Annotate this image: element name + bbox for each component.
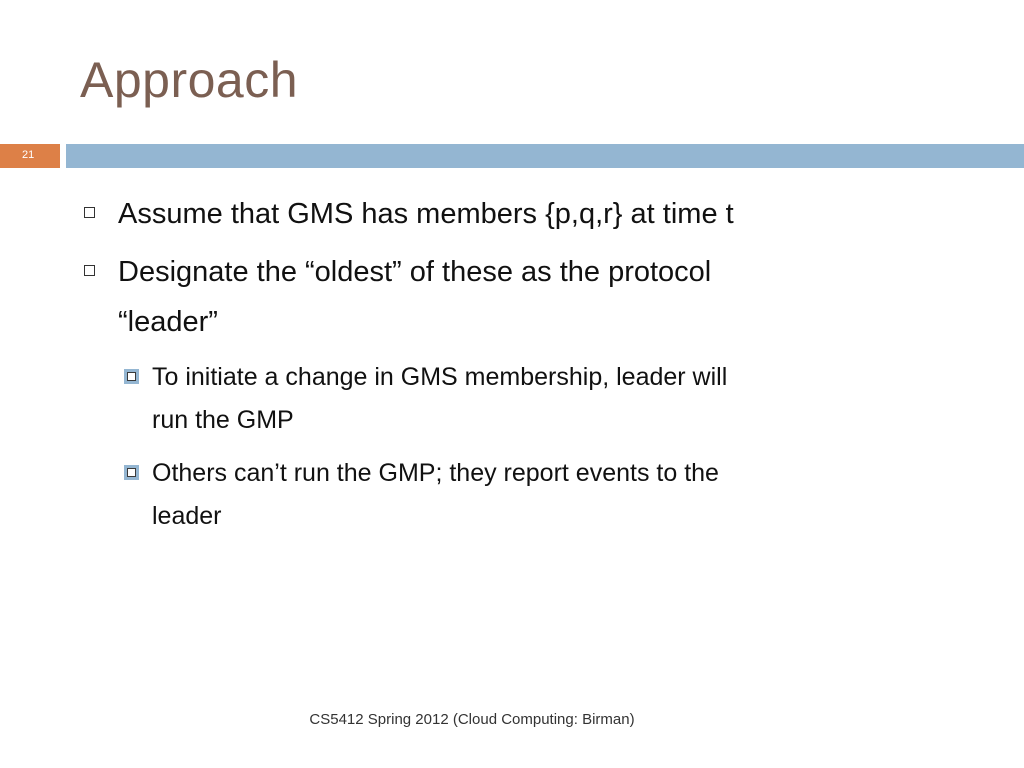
- sub-bullet-text-line-2: leader: [152, 502, 222, 530]
- bullet-text-line-1: Designate the “oldest” of these as the protocol: [118, 256, 712, 288]
- slide-number: 21: [22, 149, 35, 161]
- sub-bullet-text-line-2: run the GMP: [152, 406, 294, 434]
- title-divider-bar: [66, 144, 1024, 168]
- slide-number-badge: [0, 144, 60, 168]
- hollow-square-icon: [84, 265, 95, 276]
- sub-bullet-text-line-1: Others can’t run the GMP; they report events to the: [152, 459, 719, 487]
- boxed-square-icon: [124, 465, 139, 480]
- bullet-text-line-2: “leader”: [118, 306, 218, 338]
- boxed-square-icon: [124, 369, 139, 384]
- slide-footer: CS5412 Spring 2012 (Cloud Computing: Birman): [309, 711, 635, 728]
- hollow-square-icon: [84, 207, 95, 218]
- slide-title: Approach: [80, 52, 299, 108]
- sub-bullet-text-line-1: To initiate a change in GMS membership, leader will: [152, 363, 728, 391]
- bullet-text: Assume that GMS has members {p,q,r} at time t: [118, 198, 734, 230]
